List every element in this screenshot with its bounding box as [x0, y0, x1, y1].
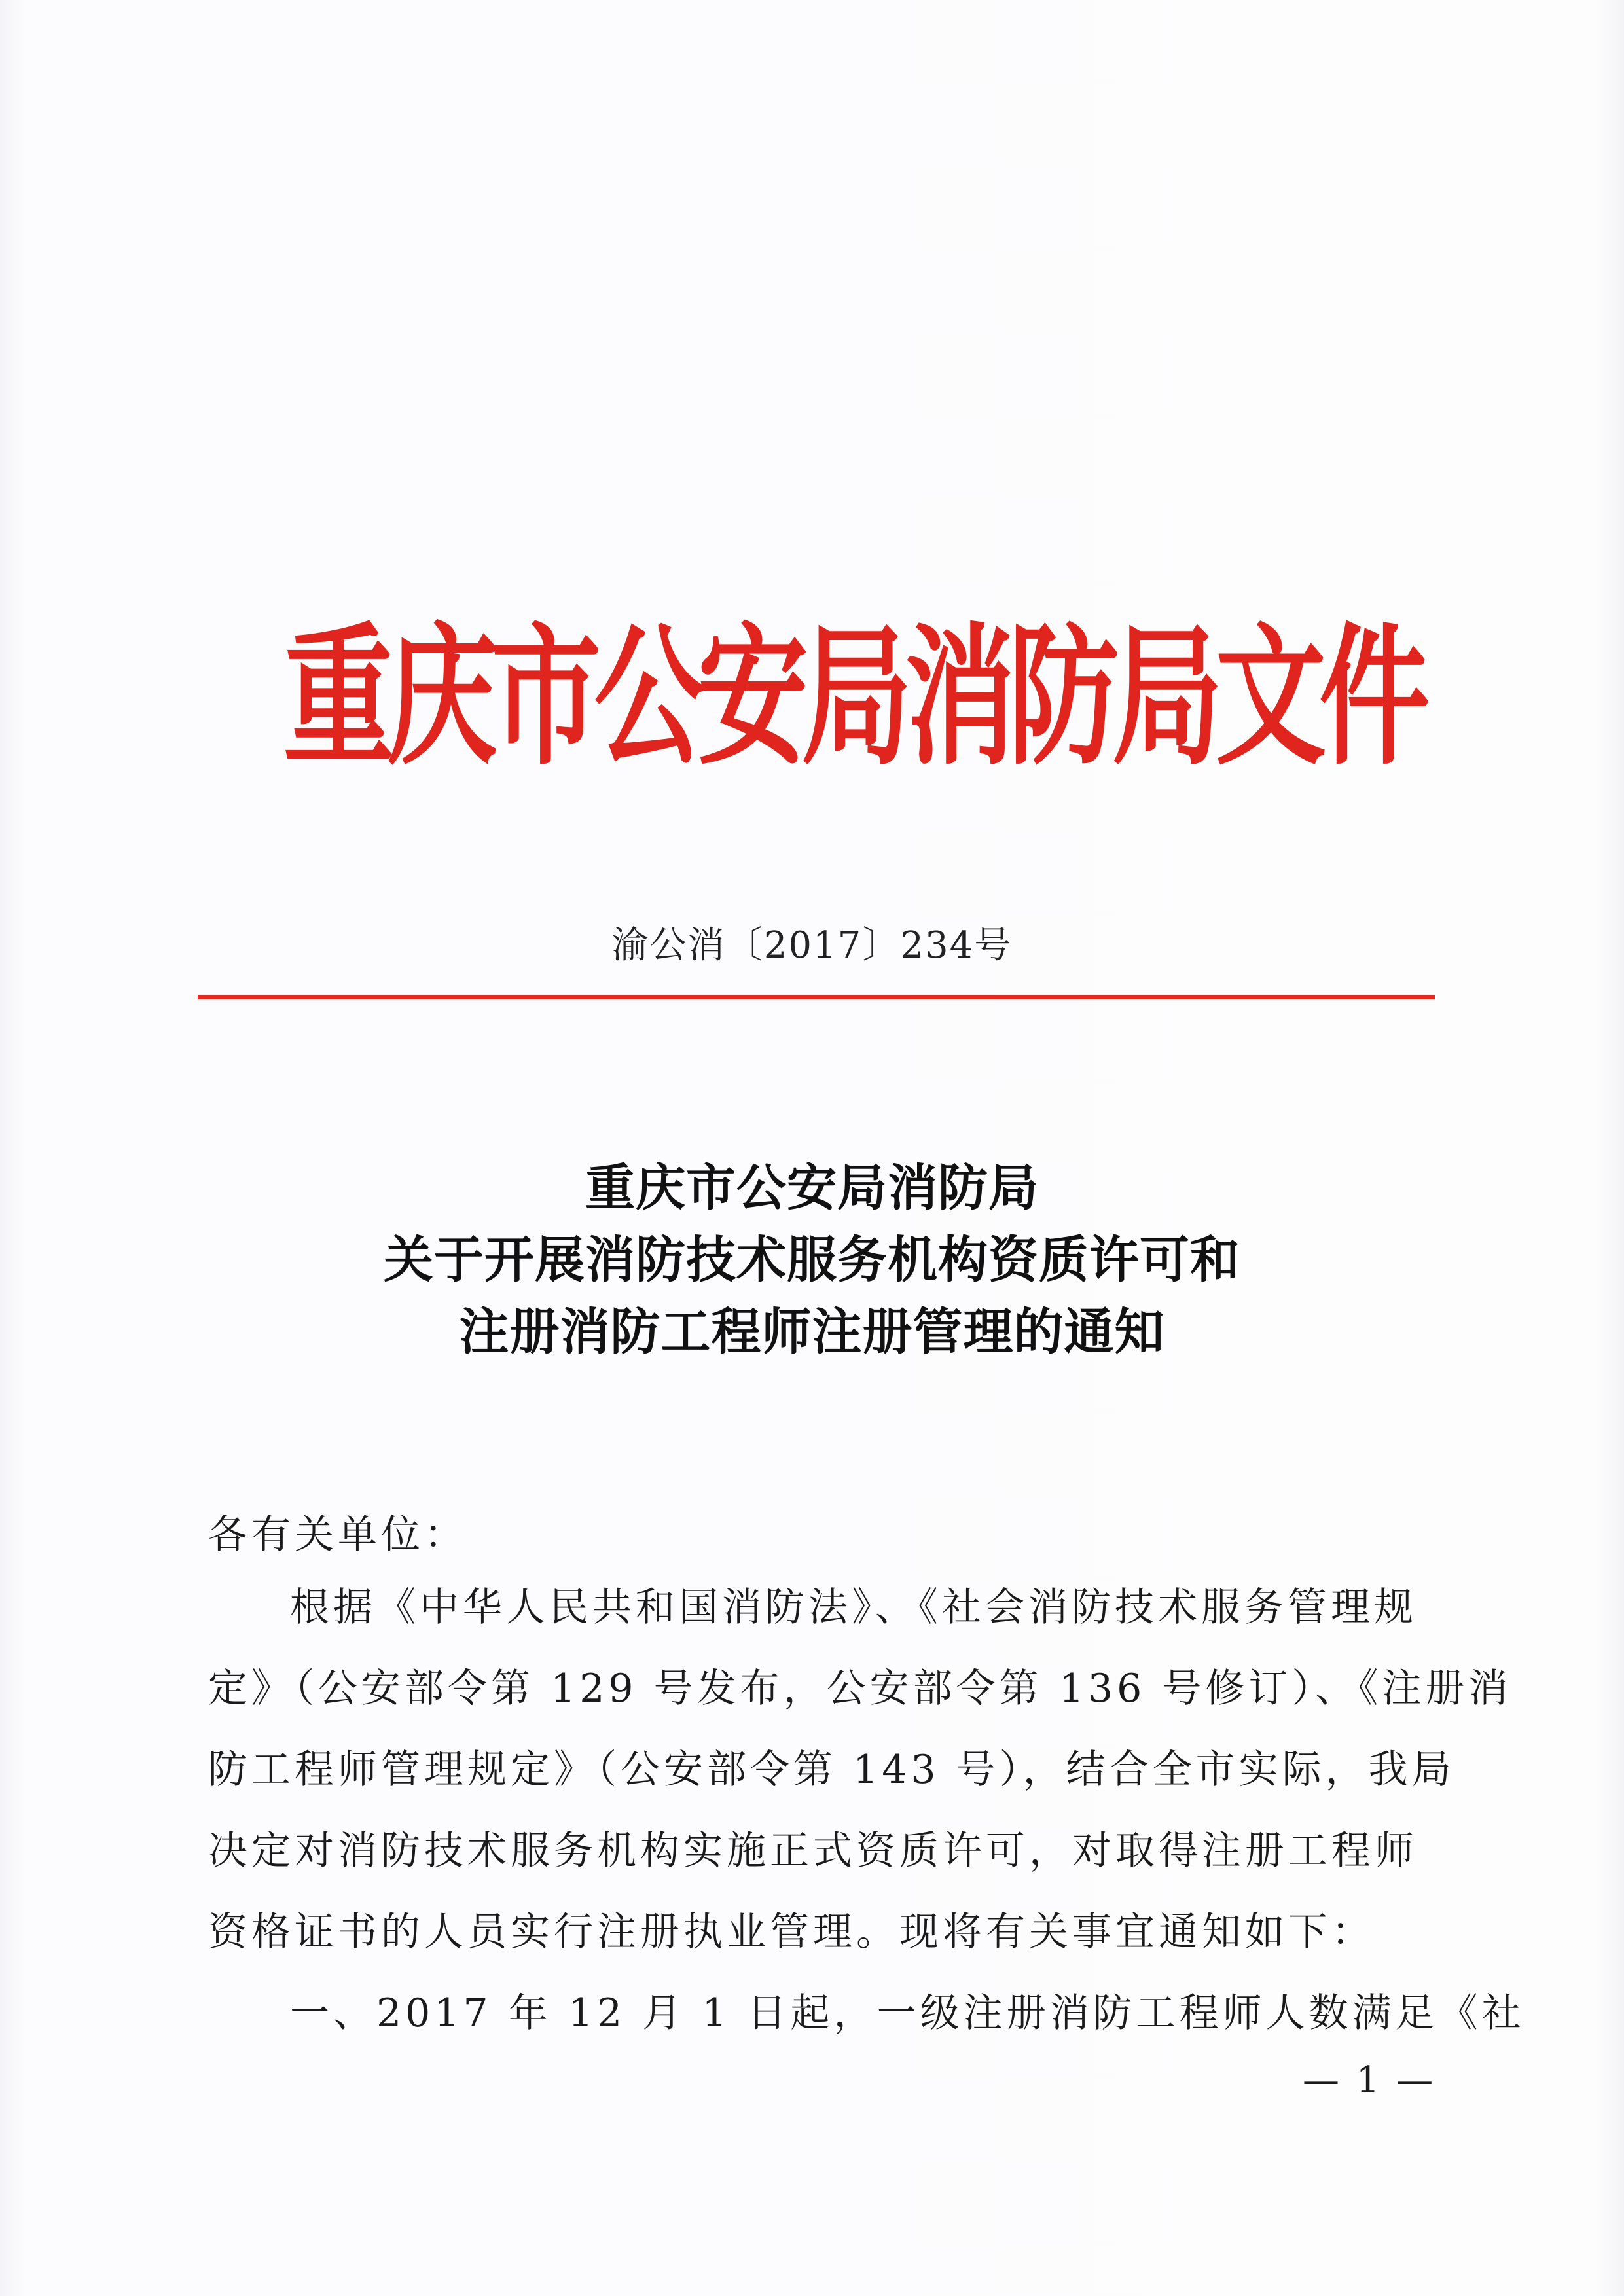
salutation: 各有关单位：: [208, 1512, 467, 1558]
body-line: 定》（公安部令第 129 号发布，公安部令第 136 号修订）、《注册消: [208, 1666, 1512, 1712]
body-line: 防工程师管理规定》（公安部令第 143 号），结合全市实际，我局: [208, 1747, 1455, 1793]
notice-title: [0, 1152, 1624, 1368]
notice-title-line: 重庆市公安局消防局: [585, 1158, 1039, 1217]
notice-title-line: 注册消防工程师注册管理的通知: [459, 1302, 1165, 1361]
red-divider-line: [198, 995, 1435, 999]
body-text: [208, 1575, 1525, 2062]
document-header-title: 重庆市公安局消防局文件: [283, 608, 1423, 786]
body-line: 根据《中华人民共和国消防法》、《社会消防技术服务管理规: [290, 1585, 1417, 1630]
body-line: 一、2017 年 12 月 1 日起，一级注册消防工程师人数满足《社: [290, 1990, 1525, 2036]
body-line: 决定对消防技术服务机构实施正式资质许可，对取得注册工程师: [208, 1828, 1418, 1874]
page-number: — 1 —: [1303, 2059, 1436, 2102]
document-number: 渝公消〔2017〕234号: [611, 924, 1013, 967]
notice-title-line: 关于开展消防技术服务机构资质许可和: [384, 1230, 1240, 1289]
body-line: 资格证书的人员实行注册执业管理。现将有关事宜通知如下：: [208, 1909, 1375, 1955]
